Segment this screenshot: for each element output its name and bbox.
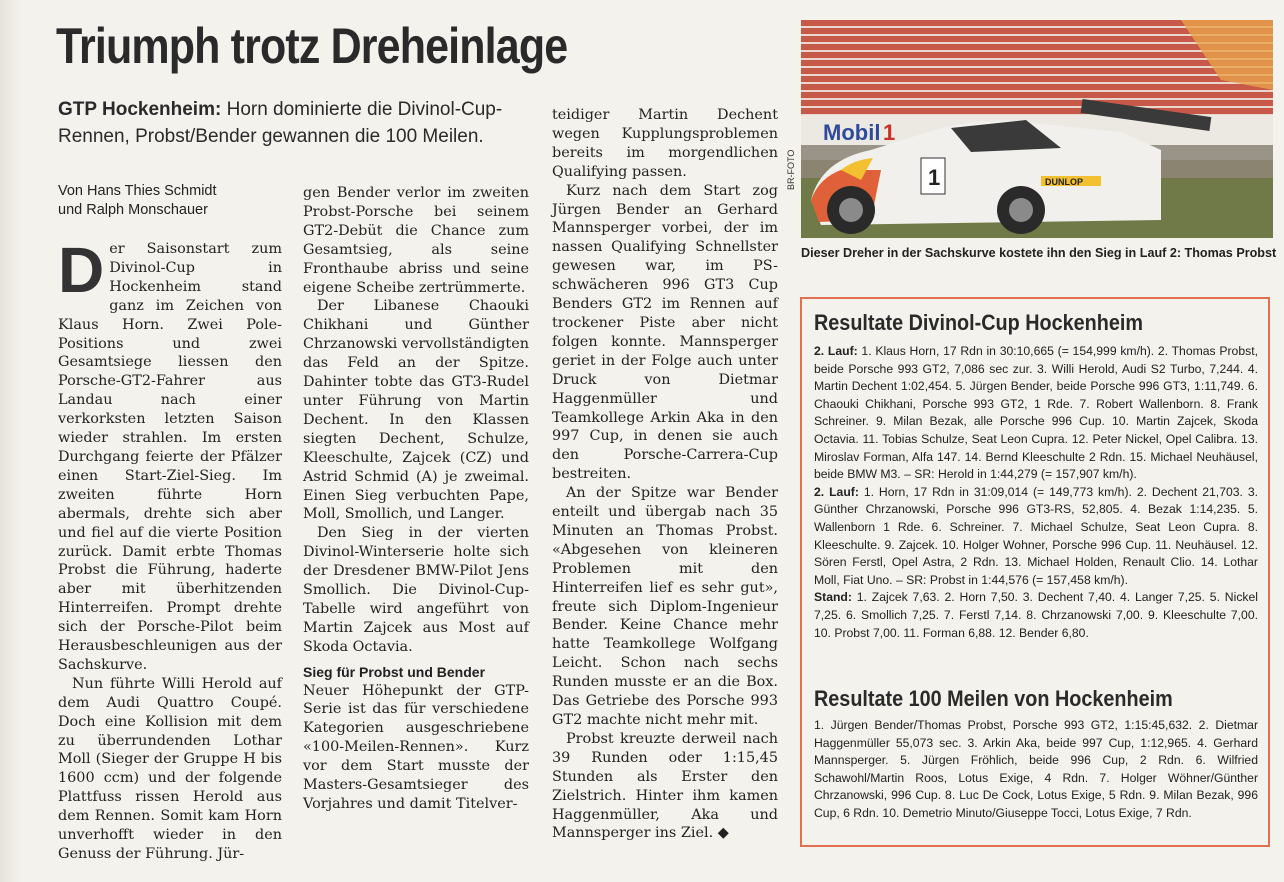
car-number: 1	[928, 165, 941, 190]
photo-credit: BR-FOTO	[786, 149, 796, 190]
byline-line-2: und Ralph Monschauer	[58, 202, 208, 218]
photo-caption: Dieser Dreher in der Sachskurve kostete ihn den Sieg in Lauf 2: Thomas Probst	[801, 246, 1277, 260]
column-3-paragraph-2: Kurz nach dem Start zog Jürgen Bender an Gerhard Mannsperger vorbei, der im nassen Qualifying Schnellster gewesen war, im PS-schwächeren 996 GT3 Cup Benders GT2 im Rennen auf trockener Piste aber nicht folgen konnte. Mannsperger geriet in der Folge auch unter Druck von Dietmar Haggenmüller und Teamkollege Arkin Aka in den 997 Cup, in denen sie auch den Porsche-Carrera-Cup bestreiten.	[552, 182, 778, 483]
article-column-2	[303, 184, 529, 814]
column-2-subheading: Sieg für Probst und Bender	[303, 663, 486, 680]
front-wheel-rim	[839, 198, 863, 222]
results-title-divinol: Resultate Divinol-Cup Hockenheim	[814, 310, 1143, 335]
results-box	[800, 297, 1270, 847]
article-subhead	[58, 96, 528, 150]
column-2-paragraph-4: Neuer Höhepunkt der GTP-Serie ist das für verschiedene Kategorien ausgeschriebene «100-Meilen-Rennen». Kurz vor dem Start musste der Masters-Gesamtsieger des Vorjahres und damit Titelver-	[303, 682, 529, 812]
column-3-paragraph-1: teidiger Martin Dechent wegen Kupplungsproblemen bereits im morgendlichen Qualifying passen.	[552, 107, 778, 180]
column-3-paragraph-4: Probst kreuzte derweil nach 39 Runden oder 1:15,45 Stunden als Erster den Zielstrich. Hinter ihm kamen Haggenmüller, Aka und Mannsperger ins Ziel. ◆	[552, 730, 778, 842]
sign-mobil-text: Mobil	[823, 120, 881, 145]
race-photo-illustration	[801, 20, 1273, 238]
article-column-1	[58, 234, 282, 864]
column-2-paragraph-2: Der Libanese Chaouki Chikhani und Günther Chrzanowski vervollständigten das Feld an der Spitze. Dahinter tobte das GT3-Rudel unter Führung von Martin Dechent. In den Klassen siegten Dechent, Schulze, Kleeschulte, Zajcek (CZ) und Astrid Schmid (A) je zweimal. Einen Sieg verbuchten Pape, Moll, Smollich, und Langer.	[303, 298, 529, 523]
subhead-text: Horn dominierte die Divinol-Cup-Rennen, Probst/Bender gewannen die 100 Meilen.	[58, 99, 503, 147]
column-3-paragraph-3: An der Spitze war Bender enteilt und übergab nach 35 Minuten an Thomas Probst. «Abgesehen von kleineren Problemen mit den Hinterreifen lief es sehr gut», freute sich Diplom-Ingenieur Bender. Keine Chance mehr hatte Teamkollege Wolfgang Leicht. Schon nach sechs Runden musste er an die Box. Das Getriebe des Porsche 993 GT2 machte nicht mehr mit.	[552, 485, 778, 728]
column-1-paragraph-2: Nun führte Willi Herold auf dem Audi Quattro Coupé. Doch eine Kollision mit dem zu überrundenden Lothar Moll (Sieger der Gruppe H bis 1600 ccm) und der folgende Plattfuss rissen Herold aus dem Rennen. Somit kam Horn unverhofft wieder in den Genuss der Führung. Jür-	[58, 675, 282, 862]
byline	[58, 182, 278, 220]
article-headline: Triumph trotz Dreheinlage	[56, 18, 568, 74]
sign-mobil-number: 1	[883, 120, 896, 145]
sponsor-text: DUNLOP	[1045, 177, 1083, 187]
article-column-3	[552, 106, 778, 843]
column-2-paragraph-1: gen Bender verlor im zweiten Probst-Porsche bei seinem GT2-Debüt die Chance zum Gesamtsieg, als seine Fronthaube abriss und seine eigene Scheibe zertrümmerte.	[303, 185, 529, 296]
dropcap: D	[58, 234, 105, 306]
results-divinol-text	[814, 343, 1258, 642]
results-standings: Stand: 1. Zajcek 7,63. 2. Horn 7,50. 3. Dechent 7,40. 4. Langer 7,25. 5. Nickel 7,25. 6. Smollich 7,25. 7. Ferstl 7,14. 8. Chrzanowski 7,00. 9. Kleeschulte 7,00. 10. Probst 7,00. 11. Forman 6,88. 12. Bender 6,80.	[814, 590, 1258, 640]
results-race-2: 2. Lauf: 1. Horn, 17 Rdn in 31:09,014 (= 149,773 km/h). 2. Dechent 21,703. 3. Günther Chrzanowski, Porsche 996 GT3-RS, 52,805. 4. Bezak 1:14,235. 5. Wallenborn 1 Rde. 6. Schreiner. 7. Michael Schulze, Seat Leon Cupra. 8. Kleeschulte. 9. Zajcek. 10. Holger Wohner, Porsche 996 Cup. 11. Neuhäusel. 12. Sören Ferstl, Opel Astra, 2 Rdn. 13. Michael Holden, Renault Clio. 14. Lothar Moll, Fiat Uno. – SR: Probst in 1:44,576 (= 157,458 km/h).	[814, 484, 1259, 587]
column-2-paragraph-3: Den Sieg in der vierten Divinol-Winterserie holte sich der Dresdener BMW-Pilot Jens Smollich. Die Divinol-Cup-Tabelle wird angeführt von Martin Zajcek aus Most auf Skoda Octavia.	[303, 525, 529, 655]
page-edge-bleed	[0, 0, 22, 882]
rear-wheel-rim	[1009, 198, 1033, 222]
end-mark-icon: ◆	[717, 825, 729, 842]
results-100-meilen-text: 1. Jürgen Bender/Thomas Probst, Porsche 993 GT2, 1:15:45,632. 2. Dietmar Haggenmüller 55,073 sec. 3. Arkin Aka, beide 997 Cup, 1:12,965. 4. Gerhard Mannsperger. 5. Jürgen Fröhlich, beide 996 Cup, 2 Rdn. 6. Wilfried Schawohl/Martin Roos, Lotus Exige, 4 Rdn. 7. Holger Wöhner/Günther Chrzanowski, 996 Cup. 8. Luc De Cock, Lotus Exige, 5 Rdn. 9. Milan Bezak, 996 Cup, 6 Rdn. 10. Demetrio Minuto/Giuseppe Tocci, Lotus Exige, 7 Rdn.	[814, 718, 1258, 820]
subhead-lead: GTP Hockenheim:	[58, 99, 222, 120]
column-1-paragraph-1: Der Saisonstart zum Divinol-Cup in Hockenheim stand ganz im Zeichen von Klaus Horn. Zwei Pole-Positions und zwei Gesamtsiege liessen den Porsche-GT2-Fahrer aus Landau nach einer verkorksten letzten Saison wieder strahlen. Im ersten Durchgang feierte der Pfälzer einen Start-Ziel-Sieg. Im zweiten führte Horn abermals, drehte sich aber und fiel auf die vierte Position zurück. Damit erbte Thomas Probst die Führung, haderte aber mit überhitzenden Hinterreifen. Prompt drehte sich der Porsche-Pilot beim Herausbeschleunigen aus der Sachskurve.	[58, 234, 282, 673]
byline-line-1: Von Hans Thies Schmidt	[58, 183, 217, 199]
results-race-1: 2. Lauf: 1. Klaus Horn, 17 Rdn in 30:10,665 (= 154,999 km/h). 2. Thomas Probst, beide Porsche 993 GT2, 7,086 sec zur. 3. Willi Herold, Audi S2 Turbo, 7,244. 4. Martin Dechent 1:02,454. 5. Jürgen Bender, beide Porsche 996 GT3, 1:11,749. 6. Chaouki Chikhani, Porsche 993 GT2, 1 Rde. 7. Robert Wallenborn. 8. Frank Schreiner. 9. Milan Bezak, alle Porsche 996 Cup. 10. Martin Zajcek, Skoda Octavia. 11. Tobias Schulze, Seat Leon Cupra. 12. Peter Nickel, Opel Calibra. 13. Miroslav Forman, Alfa 147. 14. Bernd Kleeschulte 2 Rdn. 15. Michael Neuhäusel, beide BMW M3. – SR: Herold in 1:44,279 (= 157,907 km/h).	[814, 344, 1258, 482]
race-photo	[801, 20, 1273, 238]
results-title-100-meilen: Resultate 100 Meilen von Hockenheim	[814, 686, 1173, 711]
